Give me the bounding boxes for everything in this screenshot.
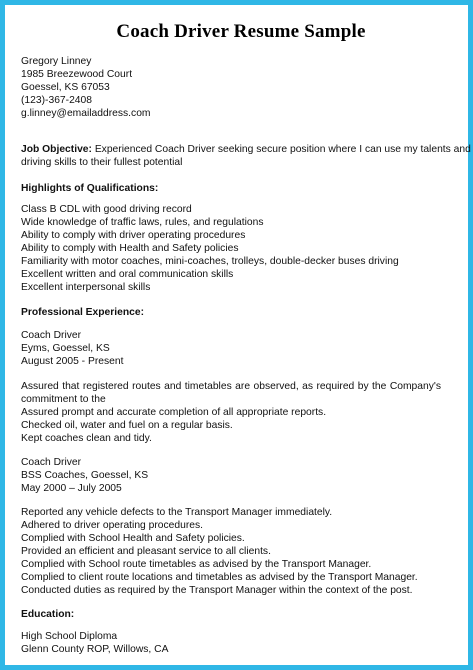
job-duty: Reported any vehicle defects to the Transport Manager immediately. — [21, 507, 333, 518]
objective-text-cont: driving skills to their fullest potential — [21, 157, 183, 168]
contact-street: 1985 Breezewood Court — [21, 69, 133, 80]
qualification-item: Excellent interpersonal skills — [21, 282, 151, 293]
objective — [21, 143, 471, 156]
qualification-item: Class B CDL with good driving record — [21, 204, 192, 215]
contact-city: Goessel, KS 67053 — [21, 82, 110, 93]
education-degree: High School Diploma — [21, 631, 118, 642]
job-duty: Conducted duties as required by the Transport Manager within the context of the post. — [21, 585, 413, 596]
qualifications-heading: Highlights of Qualifications: — [21, 183, 159, 194]
job-company: BSS Coaches, Goessel, KS — [21, 470, 149, 481]
job-company: Eyms, Goessel, KS — [21, 343, 110, 354]
qualification-item: Ability to comply with driver operating procedures — [21, 230, 246, 241]
job-duty: Assured that registered routes and timetables are observed, as required by the Company's — [21, 381, 441, 392]
education-school: Glenn County ROP, Willows, CA — [21, 644, 169, 655]
contact-email: g.linney@emailaddress.com — [21, 108, 151, 119]
education-heading: Education: — [21, 609, 75, 620]
job-title: Coach Driver — [21, 457, 82, 468]
contact-name: Gregory Linney — [21, 56, 92, 67]
job-duty: Complied to client route locations and timetables as advised by the Transport Manager. — [21, 572, 418, 583]
job-duty: Kept coaches clean and tidy. — [21, 433, 152, 444]
job-title: Coach Driver — [21, 330, 82, 341]
job-duty: Complied with School Health and Safety policies. — [21, 533, 245, 544]
job-duty: Provided an efficient and pleasant service to all clients. — [21, 546, 271, 557]
contact-phone: (123)-367-2408 — [21, 95, 92, 106]
job-duty: Adhered to driver operating procedures. — [21, 520, 204, 531]
experience-heading: Professional Experience: — [21, 307, 145, 318]
job-duty: Assured prompt and accurate completion of all appropriate reports. — [21, 407, 327, 418]
qualification-item: Wide knowledge of traffic laws, rules, and regulations — [21, 217, 264, 228]
job-dates: August 2005 - Present — [21, 356, 124, 367]
job-duty: Checked oil, water and fuel on a regular basis. — [21, 420, 233, 431]
qualification-item: Familiarity with motor coaches, mini-coaches, trolleys, double-decker buses driving — [21, 256, 399, 267]
qualification-item: Ability to comply with Health and Safety policies — [21, 243, 239, 254]
objective-text: Experienced Coach Driver seeking secure position where I can use my talents and — [91, 144, 471, 155]
job-dates: May 2000 – July 2005 — [21, 483, 122, 494]
resume-document — [21, 0, 471, 670]
objective-label: Job Objective: — [21, 144, 92, 155]
job-duty: Complied with School route timetables as advised by the Transport Manager. — [21, 559, 372, 570]
resume-title: Coach Driver Resume Sample — [116, 21, 366, 42]
job-duty: commitment to the — [21, 394, 106, 405]
qualification-item: Excellent written and oral communication skills — [21, 269, 234, 280]
